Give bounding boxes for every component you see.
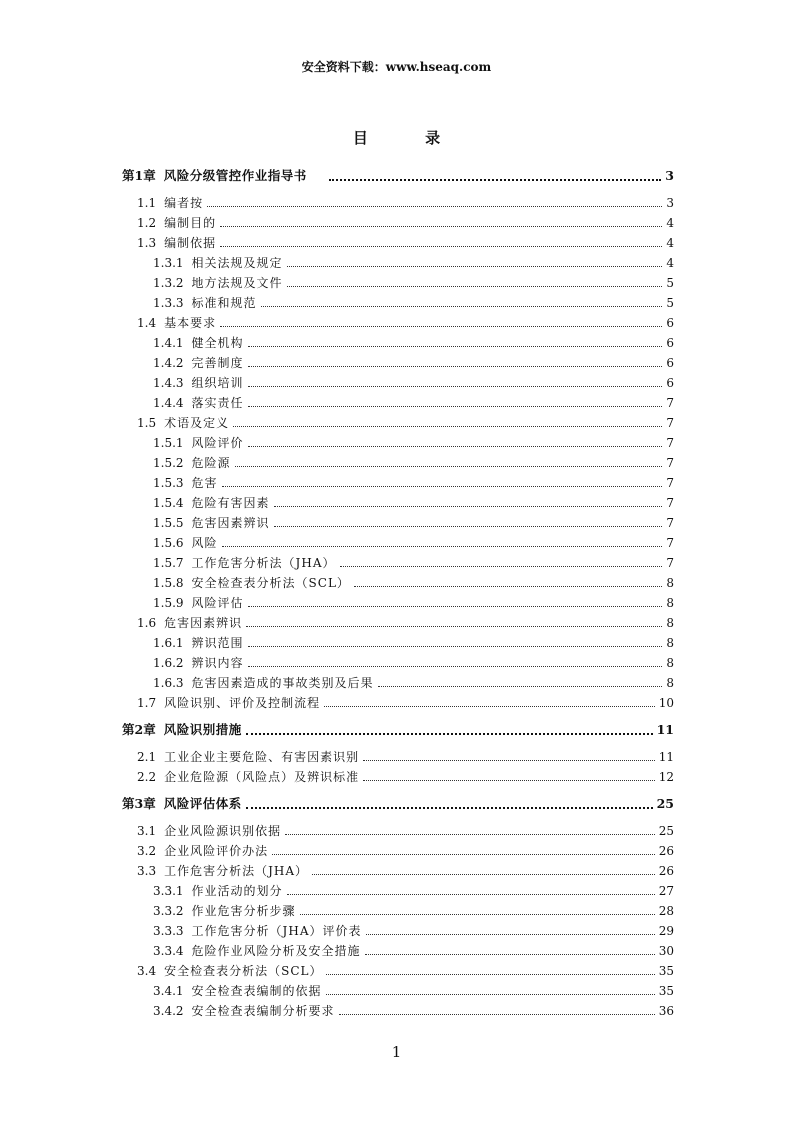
toc-entry[interactable] xyxy=(153,943,674,959)
toc-entry[interactable] xyxy=(137,215,674,231)
toc-entry[interactable] xyxy=(153,515,674,531)
toc-dot-leader xyxy=(287,883,655,895)
toc-entry-number: 1.5.4 xyxy=(153,496,184,510)
toc-entry-label: 健全机构 xyxy=(191,336,244,350)
toc-entry-number: 1.4.2 xyxy=(153,356,184,370)
toc-entry-page: 3 xyxy=(665,168,674,183)
toc-entry-page: 7 xyxy=(666,556,674,570)
toc-entry-page: 4 xyxy=(666,236,674,250)
toc-entry-label: 危险源 xyxy=(191,456,231,470)
toc-entry-number: 1.5.9 xyxy=(153,596,184,610)
toc-entry[interactable] xyxy=(153,535,674,551)
toc-dot-leader xyxy=(326,963,654,975)
toc-entry-number: 1.5.3 xyxy=(153,476,184,490)
toc-entry[interactable] xyxy=(153,635,674,651)
toc-entry[interactable] xyxy=(153,575,674,591)
toc-dot-leader xyxy=(340,555,663,567)
toc-entry[interactable] xyxy=(153,375,674,391)
toc-entry-number: 3.3.1 xyxy=(153,884,184,898)
toc-entry-number: 1.1 xyxy=(137,196,157,210)
toc-entry[interactable] xyxy=(137,315,674,331)
toc-dot-leader xyxy=(222,535,663,547)
toc-entry-page: 7 xyxy=(666,496,674,510)
toc-entry[interactable] xyxy=(153,255,674,271)
toc-dot-leader xyxy=(220,315,662,327)
toc-entry-number: 1.4.3 xyxy=(153,376,184,390)
toc-entry-number: 3.3 xyxy=(137,864,157,878)
toc-entry[interactable] xyxy=(137,963,674,979)
toc-entry-page: 8 xyxy=(666,596,674,610)
toc-entry-page: 11 xyxy=(658,750,674,764)
toc-dot-leader xyxy=(339,1003,655,1015)
toc-entry[interactable] xyxy=(153,275,674,291)
toc-entry-number: 1.3 xyxy=(137,236,157,250)
toc-entry-label: 企业危险源（风险点）及辨识标准 xyxy=(164,770,360,784)
toc-entry[interactable] xyxy=(137,235,674,251)
toc-dot-leader xyxy=(246,722,653,735)
toc-entry-page: 7 xyxy=(666,536,674,550)
toc-entry-number: 1.6.3 xyxy=(153,676,184,690)
toc-entry-page: 7 xyxy=(666,456,674,470)
toc-entry-label: 危害因素辨识 xyxy=(191,516,270,530)
toc-entry-number: 1.3.2 xyxy=(153,276,184,290)
toc-dot-leader xyxy=(329,168,662,181)
page-header: 安全资料下载：www.hseaq.com xyxy=(301,60,492,74)
toc-entry-page: 5 xyxy=(666,296,674,310)
toc-entry-label: 风险评价 xyxy=(191,436,244,450)
toc-entry-label: 风险评估 xyxy=(191,596,244,610)
toc-entry[interactable] xyxy=(153,295,674,311)
toc-entry-number: 3.3.4 xyxy=(153,944,184,958)
toc-entry-number: 1.4.1 xyxy=(153,336,184,350)
toc-entry[interactable] xyxy=(137,769,674,785)
toc-entry-page: 29 xyxy=(658,924,674,938)
toc-entry-page: 8 xyxy=(666,576,674,590)
toc-entry-label: 工作危害分析法（JHA） xyxy=(191,556,336,570)
toc-entry-label: 组织培训 xyxy=(191,376,244,390)
toc-entry-label: 危害 xyxy=(191,476,218,490)
toc-entry-label: 术语及定义 xyxy=(164,416,230,430)
toc-entry-label: 风险识别、评价及控制流程 xyxy=(164,696,321,710)
toc-entry[interactable] xyxy=(153,495,674,511)
toc-entry[interactable] xyxy=(137,749,674,765)
toc-entry-number: 1.5.5 xyxy=(153,516,184,530)
toc-entry[interactable] xyxy=(153,1003,674,1019)
toc-dot-leader xyxy=(222,475,663,487)
toc-entry-number: 1.6.2 xyxy=(153,656,184,670)
toc-entry-page: 26 xyxy=(658,844,674,858)
toc-entry-page: 4 xyxy=(666,256,674,270)
toc-entry-number: 第2章 xyxy=(122,722,156,737)
toc-dot-leader xyxy=(233,415,662,427)
toc-entry[interactable] xyxy=(153,883,674,899)
toc-entry-label: 风险 xyxy=(191,536,218,550)
toc-entry-page: 5 xyxy=(666,276,674,290)
toc-entry-page: 3 xyxy=(666,196,674,210)
toc-dot-leader xyxy=(324,695,655,707)
toc-dot-leader xyxy=(261,295,663,307)
toc-dot-leader xyxy=(207,195,662,207)
toc-dot-leader xyxy=(235,455,663,467)
toc-entry-label: 安全检查表编制的依据 xyxy=(191,984,322,998)
toc-entry-number: 1.5.2 xyxy=(153,456,184,470)
toc-dot-leader xyxy=(274,495,663,507)
toc-dot-leader xyxy=(248,595,663,607)
toc-dot-leader xyxy=(365,943,655,955)
toc-dot-leader xyxy=(300,903,655,915)
toc-chapter[interactable] xyxy=(122,722,674,738)
toc-dot-leader xyxy=(220,215,662,227)
toc-entry-label: 标准和规范 xyxy=(191,296,257,310)
toc-entry-page: 36 xyxy=(658,1004,674,1018)
toc-entry-label: 辨识范围 xyxy=(191,636,244,650)
toc-dot-leader xyxy=(248,375,663,387)
toc-entry-label: 工业企业主要危险、有害因素识别 xyxy=(164,750,360,764)
toc-dot-leader xyxy=(248,435,663,447)
toc-entry-number: 1.4 xyxy=(137,316,157,330)
toc-entry-label: 风险识别措施 xyxy=(163,722,242,737)
toc-entry-page: 4 xyxy=(666,216,674,230)
toc-entry-number: 1.5.7 xyxy=(153,556,184,570)
toc-chapter[interactable] xyxy=(122,168,674,184)
toc-entry[interactable] xyxy=(153,675,674,691)
toc-dot-leader xyxy=(287,255,663,267)
toc-entry-page: 25 xyxy=(658,824,674,838)
toc-entry[interactable] xyxy=(137,823,674,839)
toc-entry-number: 1.6 xyxy=(137,616,157,630)
toc-entry-label: 安全检查表分析法（SCL） xyxy=(164,964,323,978)
toc-entry-page: 25 xyxy=(656,796,674,811)
toc-entry-number: 2.1 xyxy=(137,750,157,764)
toc-entry-label: 相关法规及规定 xyxy=(191,256,283,270)
toc-entry-number: 1.4.4 xyxy=(153,396,184,410)
toc-entry[interactable] xyxy=(153,395,674,411)
toc-chapter[interactable] xyxy=(122,796,674,812)
toc-entry[interactable] xyxy=(153,435,674,451)
toc-dot-leader xyxy=(220,235,662,247)
toc-entry[interactable] xyxy=(153,595,674,611)
toc-entry[interactable] xyxy=(137,843,674,859)
toc-dot-leader xyxy=(246,796,653,809)
toc-entry-label: 危害因素造成的事故类别及后果 xyxy=(191,676,374,690)
toc-entry-page: 6 xyxy=(666,336,674,350)
toc-dot-leader xyxy=(248,355,663,367)
toc-entry-label: 危害因素辨识 xyxy=(164,616,243,630)
toc-entry-page: 6 xyxy=(666,316,674,330)
toc-entry-label: 危险有害因素 xyxy=(191,496,270,510)
toc-entry-label: 风险评估体系 xyxy=(163,796,242,811)
toc-entry-number: 3.3.2 xyxy=(153,904,184,918)
toc-entry-page: 11 xyxy=(656,722,674,737)
toc-entry-label: 安全检查表分析法（SCL） xyxy=(191,576,350,590)
toc-entry-number: 1.5.1 xyxy=(153,436,184,450)
toc-entry-label: 风险分级管控作业指导书 xyxy=(163,168,307,183)
toc-entry-page: 10 xyxy=(658,696,674,710)
toc-entry-label: 企业风险源识别依据 xyxy=(164,824,282,838)
toc-entry-page: 8 xyxy=(666,636,674,650)
toc-entry-label: 编制目的 xyxy=(164,216,217,230)
toc-entry-page: 7 xyxy=(666,396,674,410)
toc-entry-page: 35 xyxy=(658,984,674,998)
toc-entry-page: 7 xyxy=(666,416,674,430)
toc-dot-leader xyxy=(274,515,663,527)
toc-dot-leader xyxy=(363,769,655,781)
toc-entry-number: 1.6.1 xyxy=(153,636,184,650)
toc-entry[interactable] xyxy=(153,655,674,671)
toc-entry[interactable] xyxy=(153,475,674,491)
toc-entry-number: 1.3.1 xyxy=(153,256,184,270)
toc-entry-page: 8 xyxy=(666,656,674,670)
toc-entry-page: 6 xyxy=(666,356,674,370)
toc-entry-page: 27 xyxy=(658,884,674,898)
toc-dot-leader xyxy=(378,675,663,687)
toc-entry[interactable] xyxy=(137,415,674,431)
toc-dot-leader xyxy=(246,615,662,627)
toc-entry[interactable] xyxy=(153,355,674,371)
toc-entry-label: 编制依据 xyxy=(164,236,217,250)
toc-dot-leader xyxy=(248,655,663,667)
toc-entry-label: 完善制度 xyxy=(191,356,244,370)
toc-title: 目 录 xyxy=(352,129,467,147)
toc-entry[interactable] xyxy=(137,615,674,631)
toc-entry[interactable] xyxy=(153,923,674,939)
toc-entry-number: 3.4 xyxy=(137,964,157,978)
toc-dot-leader xyxy=(326,983,655,995)
toc-dot-leader xyxy=(248,395,663,407)
toc-entry-number: 3.4.2 xyxy=(153,1004,184,1018)
toc-entry-number: 2.2 xyxy=(137,770,157,784)
toc-entry-label: 落实责任 xyxy=(191,396,244,410)
toc-entry-label: 安全检查表编制分析要求 xyxy=(191,1004,335,1018)
toc-entry-number: 1.7 xyxy=(137,696,157,710)
toc-entry[interactable] xyxy=(153,335,674,351)
toc-entry-page: 6 xyxy=(666,376,674,390)
toc-entry-page: 8 xyxy=(666,676,674,690)
toc-dot-leader xyxy=(248,335,663,347)
toc-dot-leader xyxy=(354,575,662,587)
page-number: 1 xyxy=(391,1043,402,1061)
toc-entry-number: 3.3.3 xyxy=(153,924,184,938)
toc-entry-page: 8 xyxy=(666,616,674,630)
toc-entry-page: 26 xyxy=(658,864,674,878)
toc-entry-number: 第1章 xyxy=(122,168,156,183)
toc-dot-leader xyxy=(272,843,655,855)
toc-dot-leader xyxy=(363,749,655,761)
toc-entry-label: 作业活动的划分 xyxy=(191,884,283,898)
toc-entry-label: 编者按 xyxy=(164,196,204,210)
toc-entry-label: 工作危害分析（JHA）评价表 xyxy=(191,924,362,938)
toc-entry-label: 辨识内容 xyxy=(191,656,244,670)
toc-entry-label: 基本要求 xyxy=(164,316,217,330)
toc-dot-leader xyxy=(287,275,663,287)
toc-entry-page: 35 xyxy=(658,964,674,978)
toc-entry-page: 7 xyxy=(666,516,674,530)
toc-entry-page: 7 xyxy=(666,476,674,490)
toc-entry[interactable] xyxy=(137,695,674,711)
toc-entry-number: 1.2 xyxy=(137,216,157,230)
toc-entry-label: 企业风险评价办法 xyxy=(164,844,269,858)
toc-dot-leader xyxy=(285,823,655,835)
toc-entry[interactable] xyxy=(137,195,674,211)
toc-dot-leader xyxy=(366,923,655,935)
toc-entry-label: 地方法规及文件 xyxy=(191,276,283,290)
toc-entry-number: 3.4.1 xyxy=(153,984,184,998)
toc-entry-page: 28 xyxy=(658,904,674,918)
toc-entry-page: 7 xyxy=(666,436,674,450)
toc-entry-number: 3.1 xyxy=(137,824,157,838)
toc-entry-number: 第3章 xyxy=(122,796,156,811)
toc-entry-page: 30 xyxy=(658,944,674,958)
toc-entry-label: 工作危害分析法（JHA） xyxy=(164,864,309,878)
toc-entry-number: 1.5 xyxy=(137,416,157,430)
toc-entry-number: 1.5.8 xyxy=(153,576,184,590)
toc-entry-number: 1.5.6 xyxy=(153,536,184,550)
toc-entry[interactable] xyxy=(153,455,674,471)
toc-entry-page: 12 xyxy=(658,770,674,784)
toc-entry-label: 危险作业风险分析及安全措施 xyxy=(191,944,361,958)
toc-entry-number: 1.3.3 xyxy=(153,296,184,310)
toc-entry[interactable] xyxy=(153,903,674,919)
toc-entry-label: 作业危害分析步骤 xyxy=(191,904,296,918)
toc-dot-leader xyxy=(248,635,663,647)
toc-dot-leader xyxy=(312,863,655,875)
toc-entry-number: 3.2 xyxy=(137,844,157,858)
toc-entry[interactable] xyxy=(153,983,674,999)
toc-entry[interactable] xyxy=(137,863,674,879)
toc-entry[interactable] xyxy=(153,555,674,571)
